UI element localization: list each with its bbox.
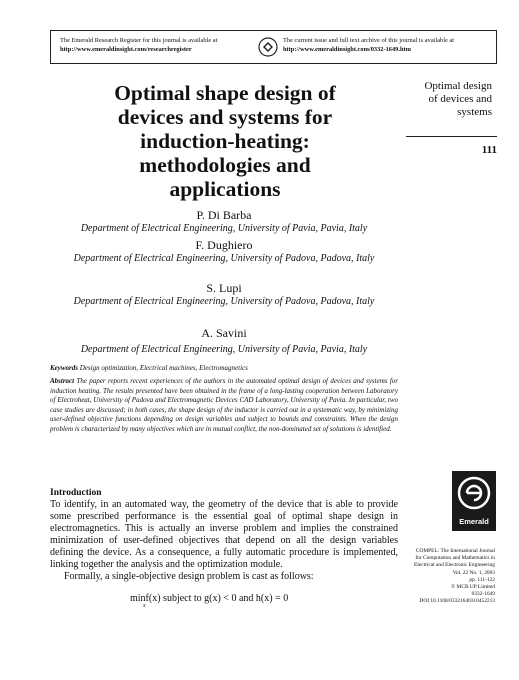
running-title-line: systems [457, 106, 492, 118]
title-line: methodologies and [139, 153, 311, 177]
equation-text: minf(x) subject to g(x) < 0 and h(x) = 0 [130, 593, 289, 604]
citation-line: for Computation and Mathematics in [415, 555, 495, 562]
keywords-label: Keywords [50, 364, 78, 372]
author-name: S. Lupi [206, 281, 242, 295]
body-paragraph: To identify, in an automated way, the geometry of the device that is able to provide some prescribed performance is the essential goal of optimal shape design in electromagnetics. This is actually an inverse problem and implies the constrained minimization of user-defined objectives that depend on all the design variables defining the device. As a consequence, a fully automatic procedure is implemented, linking together the analysis and the optimization module. [50, 499, 398, 570]
author-affiliation: Department of Electrical Engineering, University of Padova, Padova, Italy [73, 296, 375, 307]
author-name: P. Di Barba [196, 208, 252, 222]
running-title [392, 80, 492, 119]
keywords [50, 364, 398, 373]
author-name: F. Dughiero [195, 238, 253, 252]
introduction-body [50, 499, 398, 583]
citation-block [400, 548, 495, 606]
margin-rule [406, 136, 497, 137]
keywords-text: Design optimization, Electrical machines, Electromagnetics [79, 364, 248, 372]
citation-line: Vol. 22 No. 1, 2003 [452, 569, 495, 576]
emerald-emblem-icon [258, 37, 278, 57]
running-title-line: of devices and [428, 93, 492, 105]
running-title-line: Optimal design [424, 80, 492, 92]
author-name: A. Savini [201, 326, 247, 340]
title-line: applications [169, 177, 281, 201]
archive-text: The current issue and full text archive of this journal is available at [283, 37, 455, 44]
title-line: Optimal shape design of [114, 81, 336, 105]
citation-line: 0332-1649 [471, 591, 495, 598]
author-affiliation: Department of Electrical Engineering, University of Padova, Padova, Italy [73, 253, 375, 264]
objective-equation [130, 593, 360, 604]
citation-line: © MCB UP Limited [451, 584, 495, 591]
author-affiliation: Department of Electrical Engineering, University of Pavia, Pavia, Italy [80, 344, 368, 355]
page-number: 111 [481, 144, 497, 156]
research-register-link[interactable]: http://www.emeraldinsight.com/researchregister [60, 46, 192, 53]
abstract-label: Abstract [50, 377, 75, 385]
archive-notice [283, 36, 495, 54]
equation-subscript: x [143, 603, 146, 609]
research-register-notice [60, 36, 250, 54]
body-paragraph: Formally, a single-objective design problem is cast as follows: [64, 571, 314, 582]
abstract-text: The paper reports recent experiences of the authors in the automated optimal design of devices and systems for induction heating. The results presented have been obtained in the frame of a long-lasting cooperation between Laboratory of Electroheat, University of Padova and Electromagnetic Devices CAD Laboratory, University of Pavia. In particular, two case studies are discussed; in both cases, the shape design of the inductor is carried out in a systematic way, by minimizing user-defined objective functions depending on design variables and subject to bounds and constraints. When the design problem is characterized by many objectives which are in mutual conflict, the non-dominated set of solutions is identified. [50, 377, 398, 433]
emerald-e-icon [452, 471, 496, 515]
header-box [50, 30, 497, 64]
citation-line: Electrical and Electronic Engineering [414, 562, 495, 569]
research-register-text: The Emerald Research Register for this journal is available at [60, 37, 218, 44]
abstract [50, 377, 398, 434]
emerald-logo-text: Emerald [459, 517, 489, 526]
author-affiliation: Department of Electrical Engineering, University of Pavia, Pavia, Italy [80, 223, 368, 234]
title-line: induction-heating: [140, 129, 310, 153]
citation-line: DOI 10.1108/03321640310452213 [419, 598, 495, 605]
section-heading: Introduction [50, 488, 102, 498]
title-line: devices and systems for [117, 105, 333, 129]
citation-line: pp. 111-122 [469, 576, 495, 583]
citation-line: COMPEL: The International Journal [415, 548, 495, 554]
paper-title [70, 81, 380, 201]
archive-link[interactable]: http://www.emeraldinsight.com/0332-1649.htm [283, 46, 411, 53]
